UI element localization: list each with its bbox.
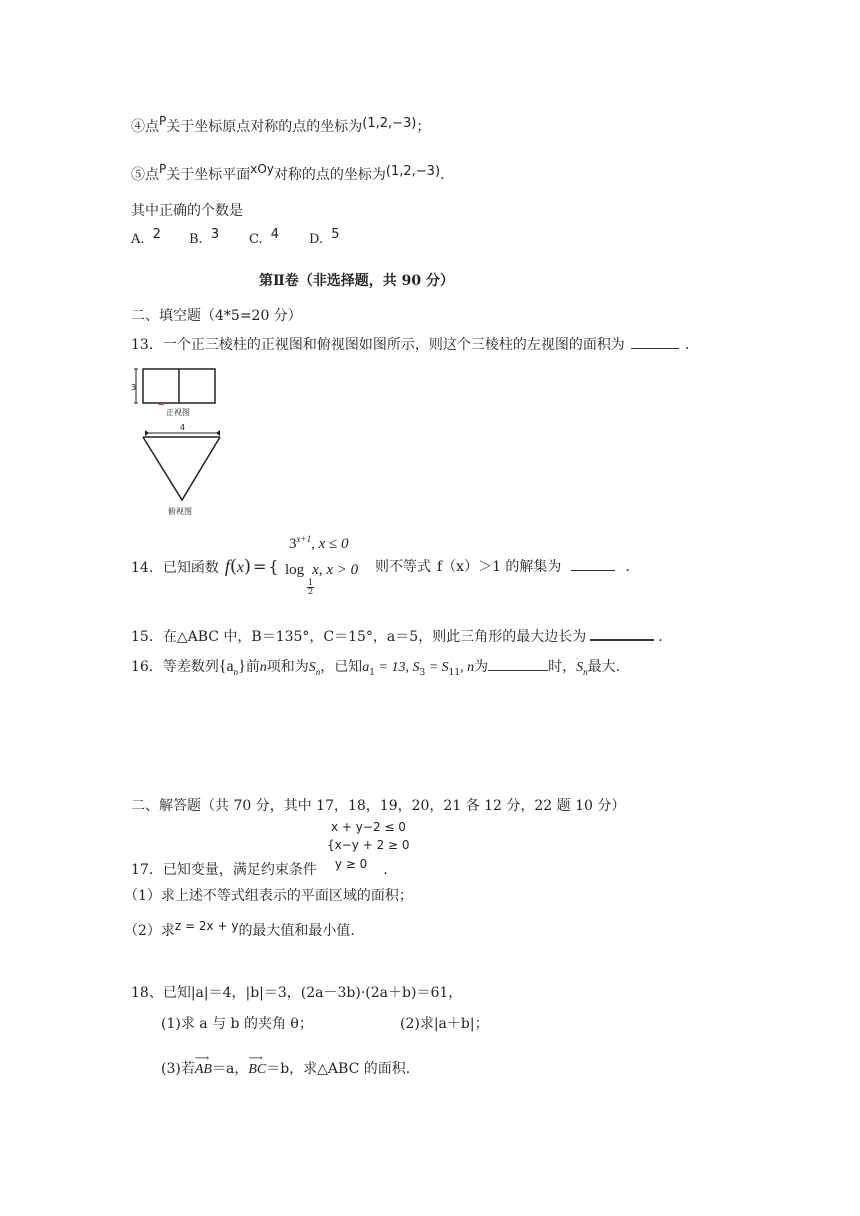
front-view-label: 正视图 [166,408,190,417]
q17-text: 17．已知变量，满足约束条件 y ≥ 0 . [131,857,388,878]
q14-case2: log x, x > 0 [285,562,359,578]
fill-header: 二、填空题（4*5=20 分） [131,308,302,324]
top-view-label: 俯视图 [168,507,192,516]
q17-part2: （2）求z = 2x + y的最大值和最小值. [124,919,355,939]
q14-after: 则不等式 f（x）＞1 的解集为 ． [375,559,640,575]
solve-header: 二、解答题（共 70 分，其中 17，18，19，20，21 各 12 分，22 题 10 分） [131,798,626,814]
q13-text: 13．一个正三棱柱的正视图和俯视图如图所示，则这个三棱柱的左视图的面积为 ． [131,337,699,353]
q18-line: 18、已知|a|＝4，|b|＝3，(2a－3b)·(2a＋b)＝61， [131,985,463,1001]
q12-item4: ④点P关于坐标原点对称的点的坐标为(1,2,−3)； [131,114,431,135]
q15-text: 15．在△ABC 中，B＝135°，C＝15°，a＝5，则此三角形的最大边长为 . [131,629,663,645]
q14-case1: $3^{x+1}$, x ≤ 0 [289,534,349,552]
q12-item5: ⑤点P关于坐标平面xOy对称的点的坐标为(1,2,−3). [131,162,445,183]
option-d: D. 5 [309,227,340,247]
q13-figure [130,364,230,516]
option-b: B. 3 [189,227,220,247]
option-c: C. 4 [249,227,280,247]
vector-bc: ⟶ BC [248,1053,267,1077]
section-2-title: 第Ⅱ卷（非选择题，共 90 分） [259,273,455,289]
q18-part2: (2)求|a＋b|； [400,1016,489,1032]
q14-line: 14．已知函数 f(x) = { [131,556,279,577]
q17-constraint-2: {x−y + 2 ≥ 0 [327,838,410,852]
q18-part3: (3)若 ⟶ AB＝a， ⟶ BC＝b，求△ABC 的面积. [161,1053,411,1077]
q16-text: 16．等差数列$\{a_n\}$前n项和为$S_n$，已知$a_1 = 13$, $S_3 = S_{11}$, n为 时，$S_n$最大. [131,658,621,678]
width-label: 4 [180,423,186,432]
q12-question: 其中正确的个数是 [131,203,243,219]
height-label: 3 [131,383,137,392]
vector-ab: ⟶ AB [194,1053,212,1077]
q12-options [131,227,369,247]
q14-log-base: 1 2 [307,578,314,596]
option-a: A. 2 [131,227,161,247]
q17-constraint-1: x + y−2 ≤ 0 [331,820,406,834]
q18-part1: (1)求 a 与 b 的夹角 θ； [161,1016,313,1032]
top-view-triangle [143,437,220,500]
q17-part1: （1）求上述不等式组表示的平面区域的面积； [124,888,413,904]
